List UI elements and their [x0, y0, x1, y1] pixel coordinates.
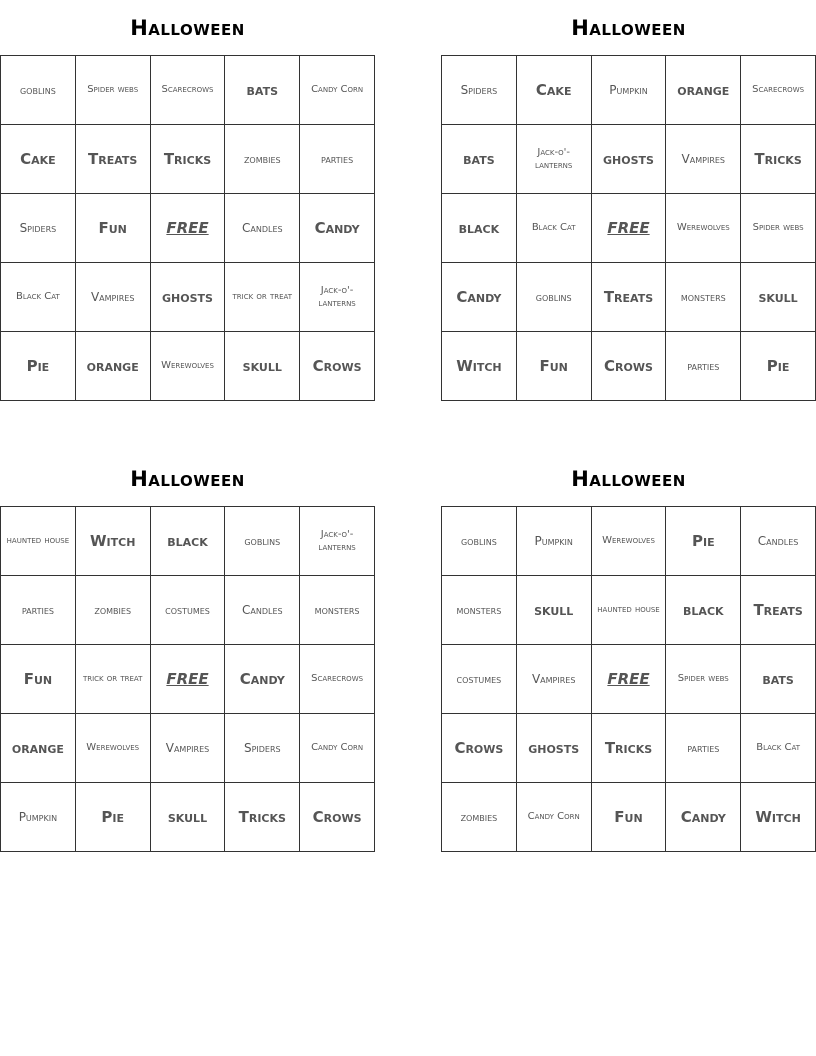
bingo-cell: costumes — [150, 576, 225, 645]
bingo-cell: Fun — [1, 645, 76, 714]
bingo-cell: Fun — [516, 332, 591, 401]
grid-row — [1, 263, 375, 332]
bingo-cell: Candy Corn — [516, 783, 591, 852]
bingo-cell: black — [442, 194, 517, 263]
bingo-cell: Spider webs — [75, 56, 150, 125]
bingo-cell: Tricks — [591, 714, 666, 783]
bingo-cell: Treats — [741, 576, 816, 645]
bingo-cell: Tricks — [225, 783, 300, 852]
free-space-cell: FREE — [591, 645, 666, 714]
free-space-cell: FREE — [150, 645, 225, 714]
bingo-cell: black — [666, 576, 741, 645]
grid-row — [442, 263, 816, 332]
bingo-grid — [441, 506, 816, 852]
bingo-cell: Cake — [1, 125, 76, 194]
bingo-cell: Candy Corn — [300, 56, 375, 125]
bingo-grid — [0, 55, 375, 401]
bingo-cell: Witch — [741, 783, 816, 852]
bingo-cell: parties — [1, 576, 76, 645]
bingo-cell: goblins — [442, 507, 517, 576]
grid-row — [442, 783, 816, 852]
bingo-cell: Spiders — [1, 194, 76, 263]
bingo-cell: Scarecrows — [150, 56, 225, 125]
bingo-cell: Candy — [666, 783, 741, 852]
bingo-cell: Black Cat — [741, 714, 816, 783]
bingo-cell: Pie — [666, 507, 741, 576]
grid-row — [1, 576, 375, 645]
bingo-cell: bats — [225, 56, 300, 125]
bingo-cell: ghosts — [150, 263, 225, 332]
free-space-cell: FREE — [150, 194, 225, 263]
bingo-cell: Candy Corn — [300, 714, 375, 783]
bingo-cell: Vampires — [516, 645, 591, 714]
grid-row — [442, 125, 816, 194]
bingo-cell: Candy — [442, 263, 517, 332]
bingo-cell: goblins — [516, 263, 591, 332]
bingo-cell: Vampires — [75, 263, 150, 332]
bingo-cell: bats — [442, 125, 517, 194]
bingo-cell: Spiders — [442, 56, 517, 125]
free-space-cell: FREE — [591, 194, 666, 263]
bingo-cell: monsters — [666, 263, 741, 332]
grid-row — [1, 56, 375, 125]
bingo-cell: Black Cat — [1, 263, 76, 332]
bingo-cell: Werewolves — [666, 194, 741, 263]
grid-row — [1, 714, 375, 783]
grid-row — [442, 576, 816, 645]
bingo-cell: bats — [741, 645, 816, 714]
bingo-cell: Werewolves — [591, 507, 666, 576]
bingo-cell: Candles — [741, 507, 816, 576]
bingo-cell: Candy — [300, 194, 375, 263]
grid-row — [1, 645, 375, 714]
bingo-cell: Jack-o'-lanterns — [516, 125, 591, 194]
bingo-cell: Candles — [225, 194, 300, 263]
card-title: Halloween — [130, 16, 245, 40]
bingo-cell: black — [150, 507, 225, 576]
bingo-cell: Werewolves — [75, 714, 150, 783]
bingo-cell: Treats — [75, 125, 150, 194]
bingo-cell: Pumpkin — [591, 56, 666, 125]
bingo-cell: Candles — [225, 576, 300, 645]
bingo-cell: Vampires — [666, 125, 741, 194]
bingo-cell: Fun — [591, 783, 666, 852]
bingo-cell: parties — [666, 714, 741, 783]
card-title: Halloween — [571, 16, 686, 40]
card-title: Halloween — [130, 467, 245, 491]
bingo-cell: skull — [516, 576, 591, 645]
bingo-cell: Spider webs — [741, 194, 816, 263]
bingo-cell: ghosts — [516, 714, 591, 783]
bingo-cell: monsters — [442, 576, 517, 645]
bingo-cell: Vampires — [150, 714, 225, 783]
grid-row — [442, 645, 816, 714]
bingo-cell: Tricks — [150, 125, 225, 194]
bingo-cell: Scarecrows — [741, 56, 816, 125]
grid-row — [1, 507, 375, 576]
bingo-cell: Scarecrows — [300, 645, 375, 714]
bingo-cell: Crows — [300, 783, 375, 852]
bingo-cell: monsters — [300, 576, 375, 645]
bingo-cell: Cake — [516, 56, 591, 125]
grid-row — [442, 332, 816, 401]
bingo-cell: zombies — [75, 576, 150, 645]
bingo-cell: skull — [225, 332, 300, 401]
grid-row — [442, 507, 816, 576]
bingo-cell: parties — [300, 125, 375, 194]
bingo-cell: Black Cat — [516, 194, 591, 263]
bingo-cell: costumes — [442, 645, 517, 714]
grid-row — [442, 714, 816, 783]
bingo-grid — [0, 506, 375, 852]
bingo-cell: haunted house — [591, 576, 666, 645]
bingo-cell: Witch — [75, 507, 150, 576]
bingo-cell: zombies — [442, 783, 517, 852]
bingo-cell: Fun — [75, 194, 150, 263]
bingo-cell: Crows — [300, 332, 375, 401]
bingo-cell: orange — [75, 332, 150, 401]
bingo-cell: Tricks — [741, 125, 816, 194]
grid-row — [1, 194, 375, 263]
bingo-cell: Crows — [591, 332, 666, 401]
bingo-cell: Crows — [442, 714, 517, 783]
bingo-cell: Jack-o'-lanterns — [300, 263, 375, 332]
bingo-cell: Pie — [75, 783, 150, 852]
bingo-cell: parties — [666, 332, 741, 401]
bingo-cell: Candy — [225, 645, 300, 714]
bingo-cell: Pumpkin — [516, 507, 591, 576]
grid-row — [1, 783, 375, 852]
bingo-cell: Spider webs — [666, 645, 741, 714]
bingo-cell: trick or treat — [225, 263, 300, 332]
bingo-cell: Jack-o'-lanterns — [300, 507, 375, 576]
bingo-cell: goblins — [1, 56, 76, 125]
grid-row — [442, 56, 816, 125]
bingo-cell: Treats — [591, 263, 666, 332]
bingo-cell: goblins — [225, 507, 300, 576]
bingo-cell: Pie — [1, 332, 76, 401]
bingo-cell: skull — [150, 783, 225, 852]
bingo-cell: Pie — [741, 332, 816, 401]
grid-row — [442, 194, 816, 263]
bingo-cell: Pumpkin — [1, 783, 76, 852]
bingo-cell: haunted house — [1, 507, 76, 576]
card-title: Halloween — [571, 467, 686, 491]
grid-row — [1, 332, 375, 401]
bingo-cell: zombies — [225, 125, 300, 194]
bingo-cell: Werewolves — [150, 332, 225, 401]
bingo-cell: trick or treat — [75, 645, 150, 714]
bingo-cell: orange — [666, 56, 741, 125]
bingo-grid — [441, 55, 816, 401]
bingo-cell: orange — [1, 714, 76, 783]
bingo-cell: ghosts — [591, 125, 666, 194]
bingo-cell: Spiders — [225, 714, 300, 783]
bingo-cell: Witch — [442, 332, 517, 401]
bingo-cell: skull — [741, 263, 816, 332]
grid-row — [1, 125, 375, 194]
